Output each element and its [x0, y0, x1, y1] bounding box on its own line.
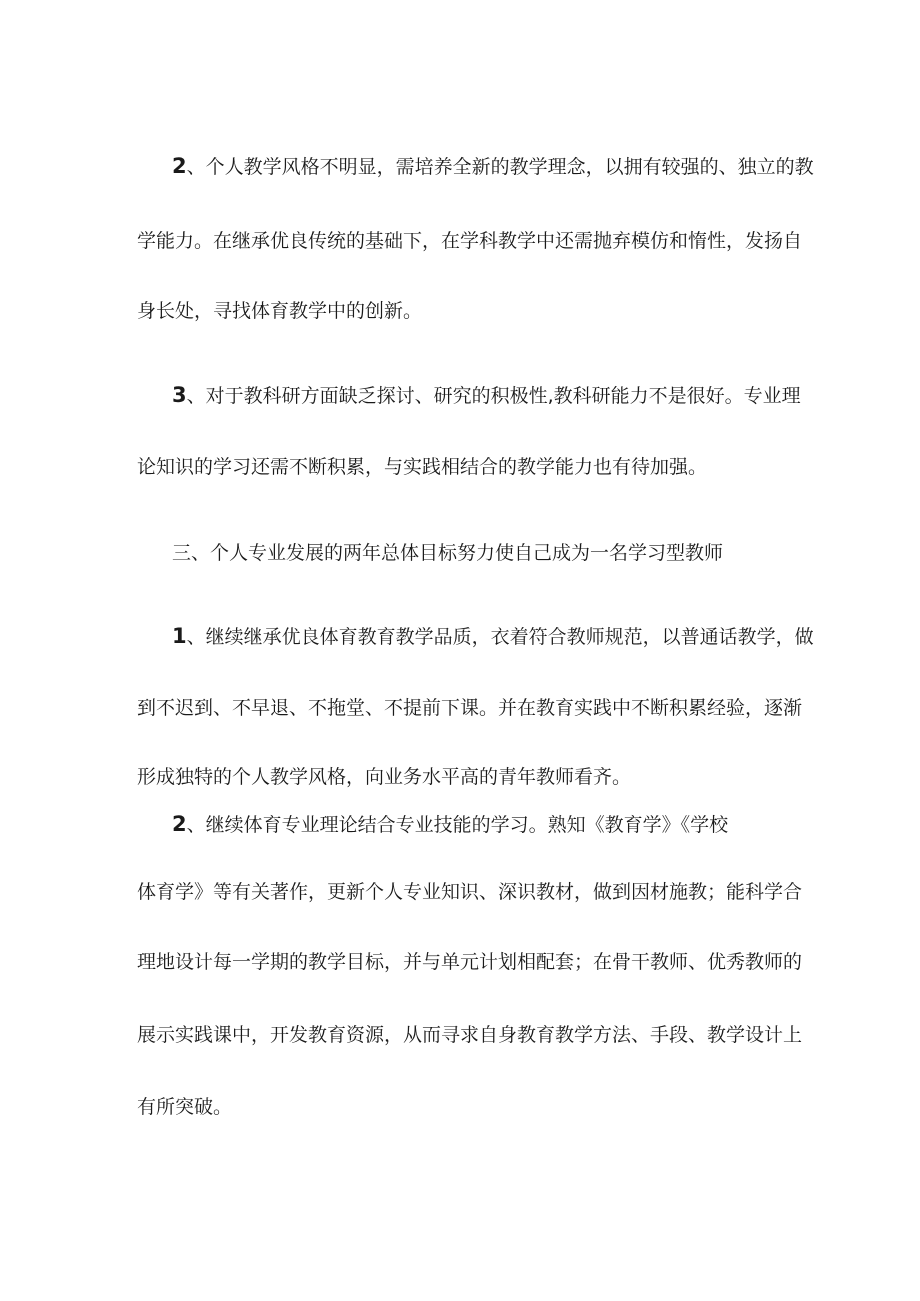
item-2-line-2: 学能力。在继承优良传统的基础下，在学科教学中还需抛弃模仿和惰性，发扬自	[137, 230, 803, 252]
goal-2-line-5: 有所突破。	[137, 1096, 233, 1118]
goal-2-line-2: 体育学》等有关著作，更新个人专业知识、深识教材，做到因材施教；能科学合	[137, 881, 803, 903]
section-three-heading: 三、个人专业发展的两年总体目标努力使自己成为一名学习型教师	[172, 542, 724, 564]
item-2-text-1: 、个人教学风格不明显，需培养全新的教学理念，以拥有较强的、独立的教	[186, 156, 814, 178]
item-3-line-1	[172, 383, 801, 408]
goal-1-line-2: 到不迟到、不早退、不拖堂、不提前下课。并在教育实践中不断积累经验，逐渐	[137, 697, 803, 719]
goal-2-number: 2	[172, 812, 187, 836]
item-2-line-3: 身长处，寻找体育教学中的创新。	[137, 300, 423, 322]
goal-2-line-3: 理地设计每一学期的教学目标，并与单元计划相配套；在骨干教师、优秀教师的	[137, 951, 803, 973]
goal-1-line-3: 形成独特的个人教学风格，向业务水平高的青年教师看齐。	[137, 766, 632, 788]
goal-2-line-1	[172, 812, 787, 837]
item-3-text-1: 、对于教科研方面缺乏探讨、研究的积极性,教科研能力不是很好。专业理	[186, 385, 801, 407]
item-2-number: 2	[172, 154, 187, 178]
goal-2-line-4: 展示实践课中，开发教育资源，从而寻求自身教育教学方法、手段、教学设计上	[137, 1024, 803, 1046]
goal-1-text-1: 、继续继承优良体育教育教学品质，衣着符合教师规范，以普通话教学，做	[186, 626, 814, 648]
item-2-line-1	[172, 154, 814, 179]
item-3-line-2: 论知识的学习还需不断积累，与实践相结合的教学能力也有待加强。	[137, 456, 708, 478]
item-3-number: 3	[172, 383, 187, 407]
goal-2-text-1: 、继续体育专业理论结合专业技能的学习。熟知《教育学》《学校	[186, 814, 729, 836]
goal-1-line-1	[172, 624, 814, 649]
goal-1-number: 1	[172, 624, 187, 648]
